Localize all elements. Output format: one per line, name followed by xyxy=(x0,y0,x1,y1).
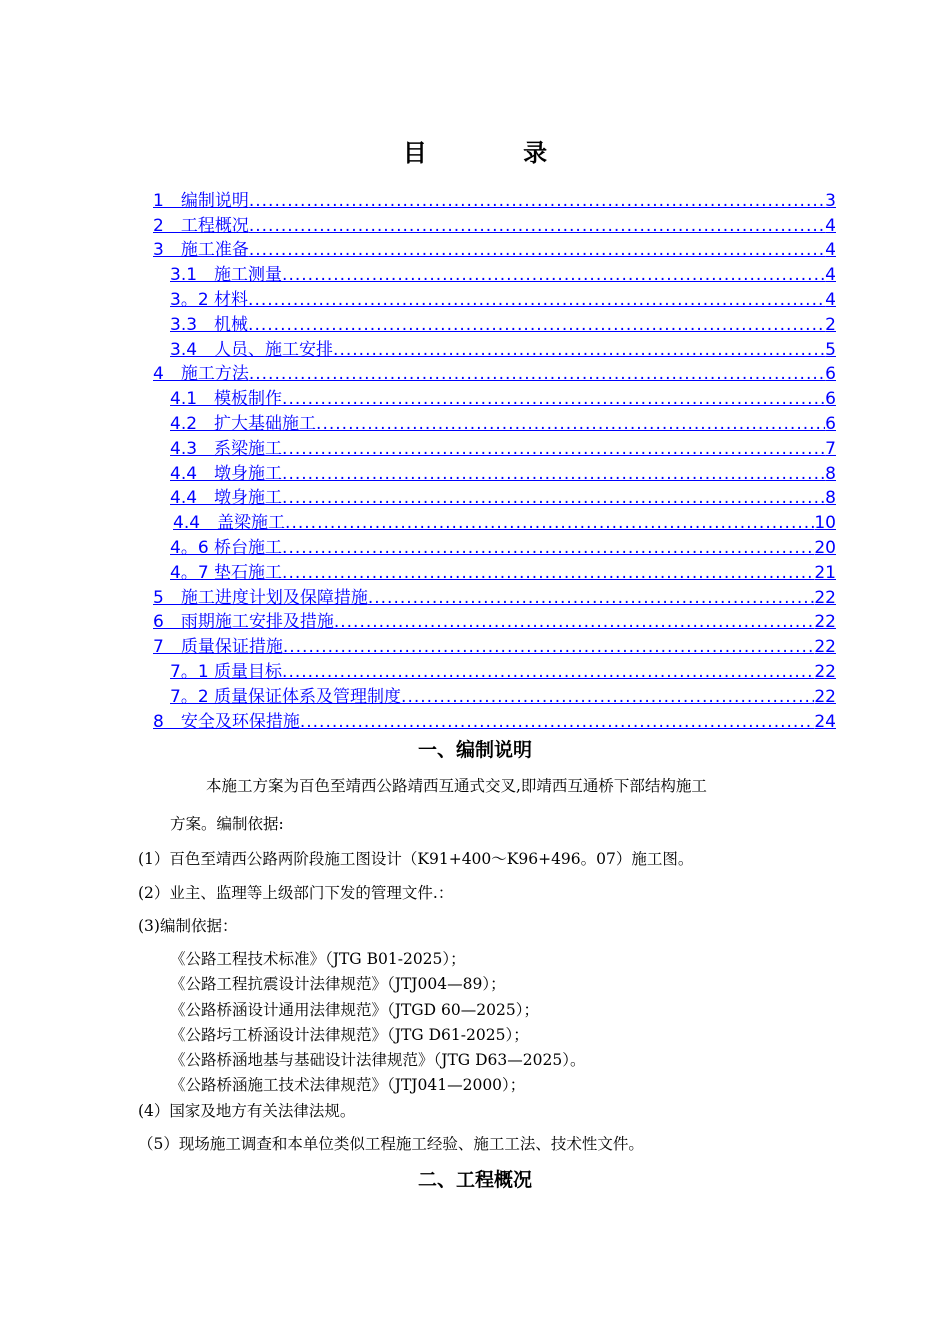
toc-entry[interactable] xyxy=(153,583,836,608)
toc-entry-label: 4。6 桥台施工 xyxy=(170,537,283,558)
standard-item: 《公路桥涵施工技术法律规范》（JTJ041—2000）； xyxy=(170,1076,526,1094)
toc-leader xyxy=(282,265,825,285)
toc-entry-label: 4 施工方法 xyxy=(153,364,249,385)
toc-entry[interactable] xyxy=(153,186,836,211)
toc-page-number: 7 xyxy=(825,438,836,459)
toc-page-number: 4 xyxy=(825,215,836,236)
toc-entry-label: 4.4 墩身施工 xyxy=(170,463,283,484)
toc-leader xyxy=(285,513,814,533)
section-heading-2: 二、工程概况 xyxy=(417,1169,532,1191)
toc-entry-label: 8 安全及环保措施 xyxy=(153,711,300,732)
basis-item-5: （5）现场施工调查和本单位类似工程施工经验、施工工法、技术性文件。 xyxy=(138,1135,644,1153)
toc-entry[interactable] xyxy=(153,632,836,657)
toc-leader xyxy=(282,439,825,459)
toc-page-number: 22 xyxy=(814,686,836,707)
toc-leader xyxy=(249,364,825,384)
toc-entry-label: 7。1 质量目标 xyxy=(170,661,283,682)
toc-leader xyxy=(300,712,815,732)
toc-entry[interactable] xyxy=(153,484,836,509)
toc-entry-label: 3 施工准备 xyxy=(153,240,249,261)
toc-entry[interactable] xyxy=(153,707,836,732)
intro-paragraph-line-1: 本施工方案为百色至靖西公路靖西互通式交叉,即靖西互通桥下部结构施工 xyxy=(206,777,707,795)
toc-leader xyxy=(316,414,825,434)
toc-leader xyxy=(282,389,825,409)
toc-entry[interactable] xyxy=(153,533,836,558)
toc-leader xyxy=(248,290,825,310)
toc-entry-label: 6 雨期施工安排及措施 xyxy=(153,612,334,633)
standard-item: 《公路桥涵设计通用法律规范》（JTGD 60—2025）； xyxy=(170,1001,539,1019)
toc-page-number: 22 xyxy=(814,612,836,633)
toc-page-number: 6 xyxy=(825,413,836,434)
toc-leader xyxy=(334,612,815,632)
toc-entry[interactable] xyxy=(153,558,836,583)
toc-leader xyxy=(249,240,825,260)
toc-page-number: 8 xyxy=(825,463,836,484)
toc-entry-label: 4.2 扩大基础施工 xyxy=(170,413,317,434)
toc-entry-label: 7 质量保证措施 xyxy=(153,637,283,658)
toc-page-number: 4 xyxy=(825,240,836,261)
toc-entry-label: 3。2 材料 xyxy=(170,289,249,310)
standard-item: 《公路工程抗震设计法律规范》（JTJ004—89）； xyxy=(170,975,506,993)
toc-entry-label: 4.3 系梁施工 xyxy=(170,438,283,459)
toc-page-number: 2 xyxy=(825,314,836,335)
standard-item: 《公路圬工桥涵设计法律规范》（JTG D61-2025）； xyxy=(170,1026,529,1044)
toc-leader xyxy=(249,191,825,211)
toc-page-number: 20 xyxy=(814,537,836,558)
toc-entry[interactable] xyxy=(153,260,836,285)
toc-leader xyxy=(249,216,825,236)
toc-entry-label: 4.4 墩身施工 xyxy=(170,488,283,509)
toc-leader xyxy=(401,687,814,707)
toc-leader xyxy=(368,588,815,608)
toc-leader xyxy=(248,315,825,335)
toc-leader xyxy=(282,538,814,558)
toc-entry-label: 4.4 盖梁施工 xyxy=(173,513,286,534)
basis-item-2: (2）业主、监理等上级部门下发的管理文件.： xyxy=(138,884,454,902)
toc-entry-label: 2 工程概况 xyxy=(153,215,249,236)
toc-entry[interactable] xyxy=(153,384,836,409)
toc-page-number: 22 xyxy=(814,587,836,608)
toc-entry[interactable] xyxy=(153,608,836,633)
toc-entry[interactable] xyxy=(153,682,836,707)
toc-entry[interactable] xyxy=(153,434,836,459)
toc-page-number: 24 xyxy=(814,711,836,732)
table-of-contents xyxy=(153,186,836,732)
toc-leader xyxy=(333,340,825,360)
toc-entry-label: 3.3 机械 xyxy=(170,314,249,335)
toc-entry-label: 4.1 模板制作 xyxy=(170,389,283,410)
toc-entry[interactable] xyxy=(153,285,836,310)
toc-entry-label: 3.4 人员、施工安排 xyxy=(170,339,334,360)
toc-page-number: 10 xyxy=(814,513,836,534)
toc-entry-label: 5 施工进度计划及保障措施 xyxy=(153,587,368,608)
section-heading-1: 一、编制说明 xyxy=(417,739,532,761)
toc-page-number: 5 xyxy=(825,339,836,360)
toc-entry[interactable] xyxy=(153,236,836,261)
toc-entry[interactable] xyxy=(153,657,836,682)
basis-item-1: (1）百色至靖西公路两阶段施工图设计（K91+400～K96+496。07）施工图。 xyxy=(138,850,694,868)
toc-entry-label: 4。7 垫石施工 xyxy=(170,562,283,583)
toc-page-number: 4 xyxy=(825,265,836,286)
toc-page-number: 3 xyxy=(825,190,836,211)
toc-entry[interactable] xyxy=(153,409,836,434)
toc-page-number: 4 xyxy=(825,289,836,310)
intro-paragraph-line-2: 方案。编制依据: xyxy=(170,815,284,833)
toc-title: 目 录 xyxy=(402,138,592,167)
basis-item-3: (3)编制依据： xyxy=(138,917,238,935)
toc-page-number: 8 xyxy=(825,488,836,509)
toc-leader xyxy=(282,563,814,583)
toc-page-number: 22 xyxy=(814,637,836,658)
toc-entry[interactable] xyxy=(153,211,836,236)
toc-page-number: 22 xyxy=(814,661,836,682)
toc-leader xyxy=(283,637,815,657)
toc-entry[interactable] xyxy=(153,310,836,335)
toc-entry[interactable] xyxy=(153,508,836,533)
toc-leader xyxy=(282,488,825,508)
toc-page-number: 6 xyxy=(825,389,836,410)
toc-entry-label: 3.1 施工测量 xyxy=(170,265,283,286)
standard-item: 《公路桥涵地基与基础设计法律规范》（JTG D63—2025）。 xyxy=(170,1051,586,1069)
toc-page-number: 21 xyxy=(814,562,836,583)
standard-item: 《公路工程技术标准》（JTG B01-2025）； xyxy=(170,950,466,968)
toc-entry[interactable] xyxy=(153,459,836,484)
toc-entry[interactable] xyxy=(153,335,836,360)
toc-leader xyxy=(282,662,814,682)
basis-item-4: (4）国家及地方有关法律法规。 xyxy=(138,1102,356,1120)
toc-entry-label: 1 编制说明 xyxy=(153,190,249,211)
toc-page-number: 6 xyxy=(825,364,836,385)
toc-entry-label: 7。2 质量保证体系及管理制度 xyxy=(170,686,402,707)
toc-leader xyxy=(282,464,825,484)
toc-entry[interactable] xyxy=(153,360,836,385)
